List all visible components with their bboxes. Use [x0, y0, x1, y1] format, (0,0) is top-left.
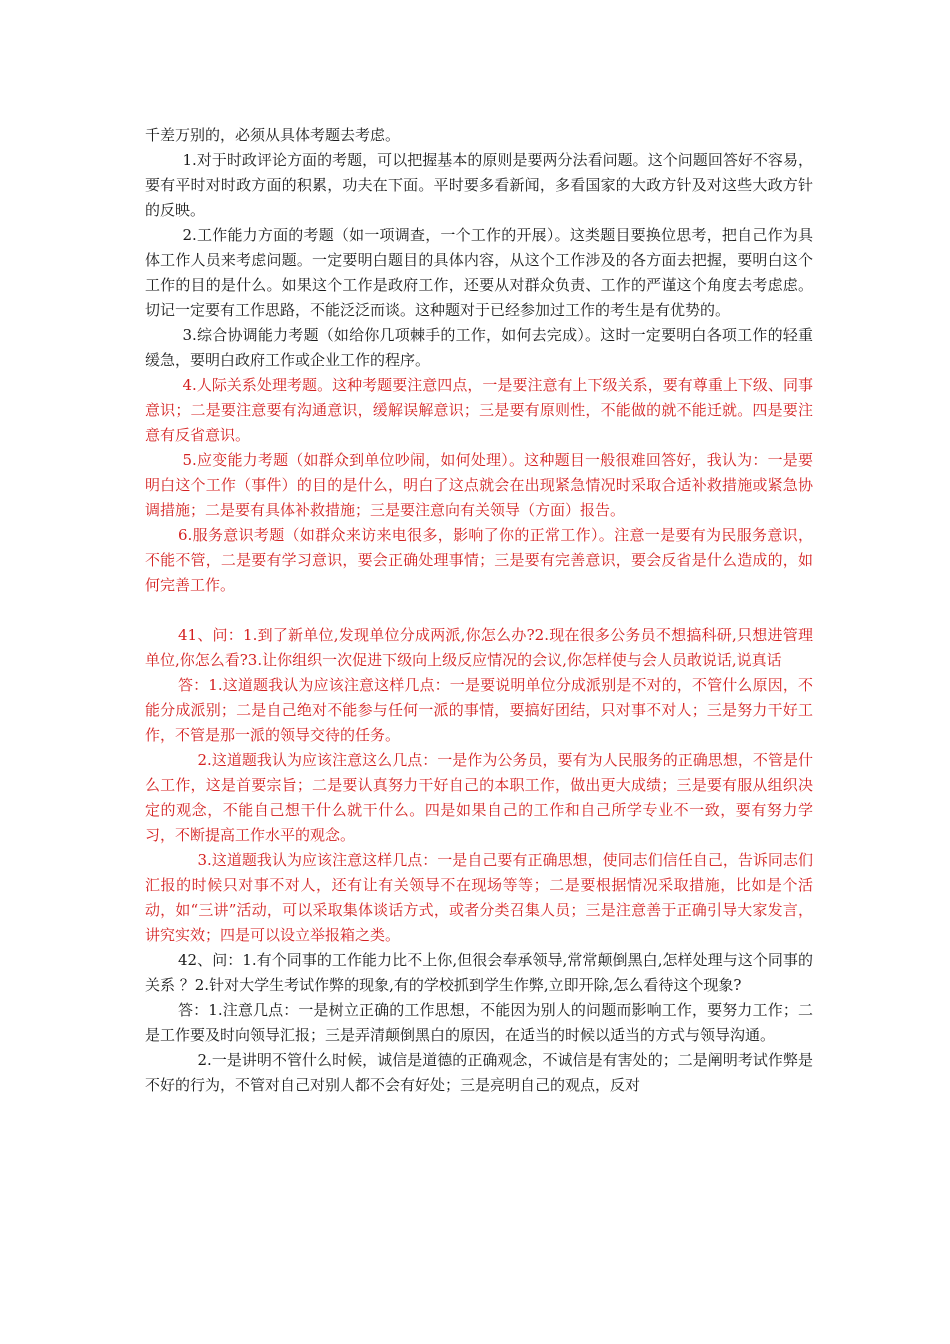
paragraph-intro: 千差万别的，必须从具体考题去考虑。	[145, 126, 401, 144]
question-41: 41、问：1.到了新单位,发现单位分成两派,你怎么办?2.现在很多公务员不想搞科研,只想进管理单位,你怎么看?3.让你组织一次促进下级向上级反应情况的会议,你怎样使与会人员敢说话,说真话	[145, 626, 813, 669]
paragraph-point-5: 5.应变能力考题（如群众到单位吵闹，如何处理）。这种题目一般很难回答好，我认为：一是要明白这个工作（事件）的目的是什么，明白了这点就会在出现紧急情况时采取合适补救措施或紧急协调措施；二是要有具体补救措施；三是要注意向有关领导（方面）报告。	[145, 451, 813, 519]
paragraph-point-3: 3.综合协调能力考题（如给你几项棘手的工作，如何去完成）。这时一定要明白各项工作的轻重缓急，要明白政府工作或企业工作的程序。	[145, 326, 813, 369]
document-page	[145, 123, 813, 1098]
answer-42-1: 答：1.注意几点：一是树立正确的工作思想，不能因为别人的问题而影响工作，要努力工作；二是工作要及时向领导汇报；三是弄清颠倒黑白的原因，在适当的时候以适当的方式与领导沟通。	[145, 1001, 813, 1044]
paragraph-gap	[145, 598, 813, 623]
paragraph-point-2: 2.工作能力方面的考题（如一项调查，一个工作的开展）。这类题目要换位思考，把自己作为具体工作人员来考虑问题。一定要明白题目的具体内容，从这个工作涉及的各方面去把握，要明白这个工作的目的是什么。如果这个工作是政府工作，还要从对群众负责、工作的严谨这个角度去考虑虑。切记一定要有工作思路，不能泛泛而谈。这种题对于已经参加过工作的考生是有优势的。	[145, 226, 813, 319]
paragraph-point-6: 6.服务意识考题（如群众来访来电很多，影响了你的正常工作）。注意一是要有为民服务意识，不能不管，二是要有学习意识，要会正确处理事情；三是要有完善意识，要会反省是什么造成的，如何完善工作。	[145, 526, 813, 594]
answer-41-2: 2.这道题我认为应该注意这么几点：一是作为公务员，要有为人民服务的正确思想，不管是什么工作，这是首要宗旨；二是要认真努力干好自己的本职工作，做出更大成绩；三是要有服从组织决定的观念，不能自己想干什么就干什么。四是如果自己的工作和自己所学专业不一致，要有努力学习，不断提高工作水平的观念。	[145, 751, 813, 844]
answer-41-1: 答：1.这道题我认为应该注意这样几点：一是要说明单位分成派别是不对的，不管什么原因，不能分成派别；二是自己绝对不能参与任何一派的事情，要搞好团结，只对事不对人；三是努力干好工作，不管是那一派的领导交待的任务。	[145, 676, 813, 744]
paragraph-point-1: 1.对于时政评论方面的考题，可以把握基本的原则是要两分法看问题。这个问题回答好不容易，要有平时对时政方面的积累，功夫在下面。平时要多看新闻，多看国家的大政方针及对这些大政方针的反映。	[145, 151, 813, 219]
answer-42-2: 2.一是讲明不管什么时候，诚信是道德的正确观念，不诚信是有害处的；二是阐明考试作弊是不好的行为，不管对自己对别人都不会有好处；三是亮明自己的观点，反对	[145, 1051, 813, 1094]
question-42: 42、问：1.有个同事的工作能力比不上你,但很会奉承领导,常常颠倒黑白,怎样处理与这个同事的关系 ？2.针对大学生考试作弊的现象,有的学校抓到学生作弊,立即开除,怎么看待这个现象?	[145, 951, 813, 994]
paragraph-point-4: 4.人际关系处理考题。这种考题要注意四点，一是要注意有上下级关系，要有尊重上下级、同事意识；二是要注意要有沟通意识，缓解误解意识；三是要有原则性，不能做的就不能迁就。四是要注意有反省意识。	[145, 376, 813, 444]
answer-41-3: 3.这道题我认为应该注意这样几点：一是自己要有正确思想，使同志们信任自己，告诉同志们汇报的时候只对事不对人，还有让有关领导不在现场等等；二是要根据情况采取措施，比如是个活动，如“三讲”活动，可以采取集体谈话方式，或者分类召集人员；三是注意善于正确引导大家发言，讲究实效；四是可以设立举报箱之类。	[145, 851, 813, 944]
